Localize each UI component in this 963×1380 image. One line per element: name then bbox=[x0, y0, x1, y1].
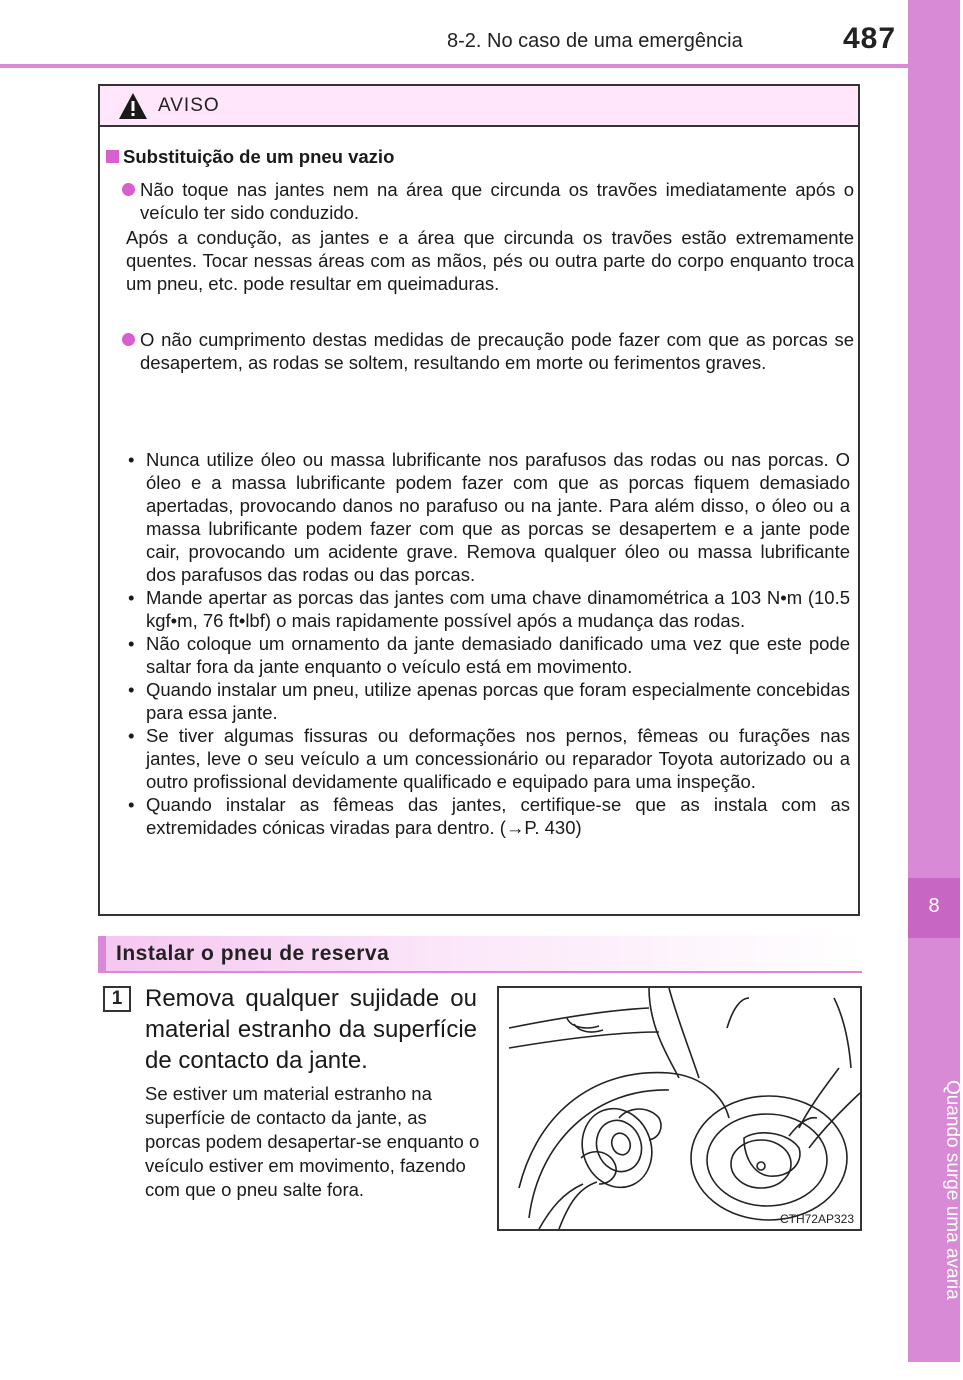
section-title: Instalar o pneu de reserva bbox=[116, 942, 390, 965]
wheel-cleaning-illustration bbox=[499, 988, 860, 1229]
warning-triangle-icon bbox=[118, 92, 148, 120]
page-header bbox=[0, 0, 908, 68]
header-section-title: 8-2. No caso de uma emergência bbox=[447, 30, 743, 52]
list-item: • Se tiver algumas fissuras ou deformações nos pernos, fêmeas ou furações nas jantes, leve o seu veículo a um concessionário ou reparador Toyota autorizado ou a outro profissional devidamente qualificado e equipado para uma inspeção. bbox=[128, 725, 850, 792]
warning-paragraph-1: Não toque nas jantes nem na área que circunda os travões imediatamente após o veículo ter sido conduzido. bbox=[140, 178, 854, 224]
illustration-frame bbox=[497, 986, 862, 1231]
square-marker-icon bbox=[106, 150, 119, 163]
list-item: • Quando instalar as fêmeas das jantes, certifique-se que as instala com as extremidades cónicas viradas para dentro. (→P. 430) bbox=[128, 794, 850, 838]
step-detail: Se estiver um material estranho na superfície de contacto da jante, as porcas podem desapertar-se enquanto o veículo estiver em movimento, fazendo com que o pneu salte fora. bbox=[145, 1083, 480, 1200]
list-item: • Não coloque um ornamento da jante demasiado danificado uma vez que este pode saltar fora da jante enquanto o veículo está em movimento. bbox=[128, 633, 850, 677]
warning-paragraph-1-detail: Após a condução, as jantes e a área que circunda os travões estão extremamente quentes. Tocar nessas áreas com as mãos, pés ou outra parte do corpo enquanto troca um pneu, etc. pode resultar em queimaduras. bbox=[126, 227, 854, 294]
step-instruction: Remova qualquer sujidade ou material estranho da superfície de contacto da jante. bbox=[145, 985, 477, 1074]
warning-header bbox=[100, 86, 858, 127]
page-number: 487 bbox=[843, 22, 897, 55]
header-rule bbox=[0, 64, 908, 68]
warning-bullet-list bbox=[124, 448, 850, 839]
circle-marker-icon bbox=[122, 183, 135, 196]
warning-subheading: Substituição de um pneu vazio bbox=[106, 146, 394, 168]
chapter-title: Quando surge uma avaria bbox=[942, 1080, 963, 1300]
circle-marker-icon bbox=[122, 333, 135, 346]
list-item: • Nunca utilize óleo ou massa lubrificante nos parafusos das rodas ou nas porcas. O óleo e a massa lubrificante podem fazer com que as porcas fiquem demasiado apertadas, provocando danos no parafuso ou na jante. Para além disso, o óleo ou a massa lubrificante podem fazer com que as porcas se desapertem e a jante pode cair, provocando um acidente grave. Remova qualquer óleo ou massa lubrificante dos parafusos das rodas ou das porcas. bbox=[128, 449, 850, 585]
warning-title: AVISO bbox=[158, 95, 220, 116]
warning-box bbox=[98, 84, 860, 916]
list-item: • Quando instalar um pneu, utilize apenas porcas que foram especialmente concebidas para essa jante. bbox=[128, 679, 850, 723]
section-header bbox=[98, 936, 862, 972]
illustration-code: CTH72AP323 bbox=[779, 1212, 854, 1226]
chapter-number: 8 bbox=[928, 895, 940, 917]
warning-paragraph-2: O não cumprimento destas medidas de precaução pode fazer com que as porcas se desapertem, as rodas se soltem, resultando em morte ou ferimentos graves. bbox=[140, 328, 854, 374]
step-number-badge: 1 bbox=[103, 986, 131, 1012]
list-item: • Mande apertar as porcas das jantes com uma chave dinamométrica a 103 N•m (10.5 kgf•m, 76 ft•lbf) o mais rapidamente possível após a mudança das rodas. bbox=[128, 587, 850, 631]
